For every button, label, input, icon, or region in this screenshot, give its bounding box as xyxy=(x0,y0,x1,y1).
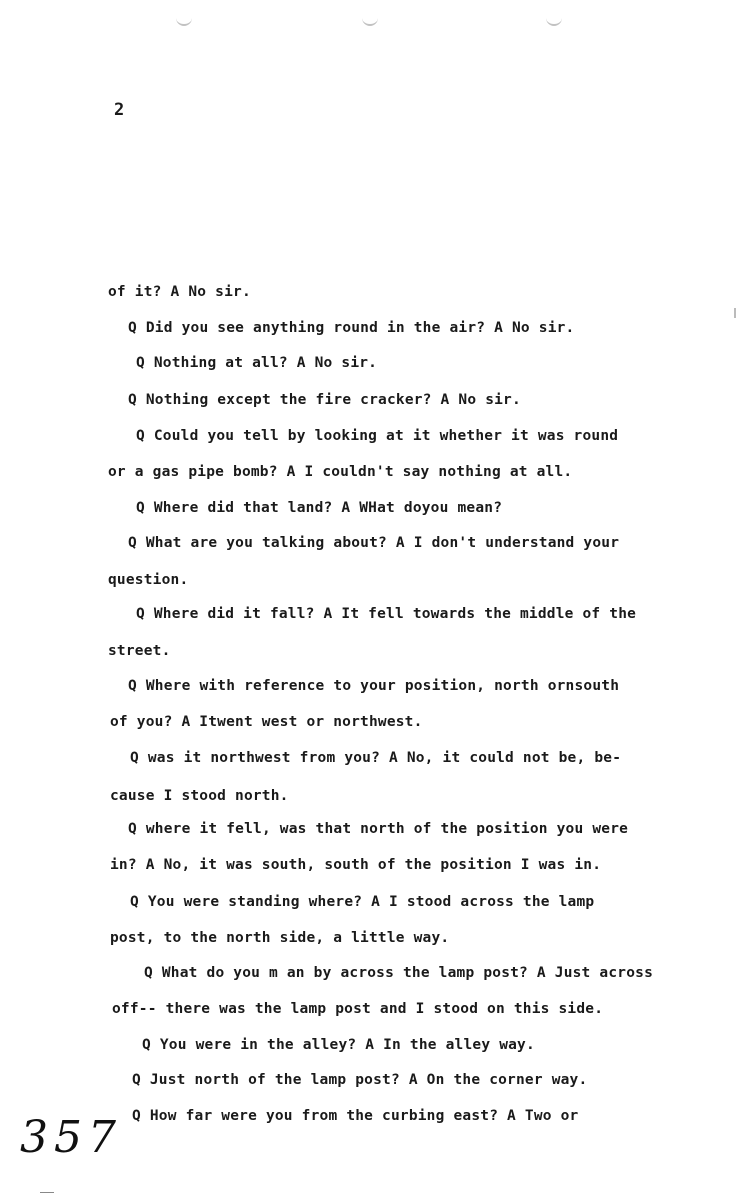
transcript-line: Q Did you see anything round in the air? A No sir. xyxy=(128,320,575,336)
punch-hole-mark xyxy=(546,10,562,26)
transcript-line: Q What are you talking about? A I don't understand your xyxy=(128,535,620,551)
transcript-line: Q Where did that land? A WHat doyou mean? xyxy=(136,500,503,516)
page-number: 2 xyxy=(114,100,125,120)
margin-mark xyxy=(734,308,736,318)
transcript-line: cause I stood north. xyxy=(110,788,289,804)
transcript-line: of it? A No sir. xyxy=(108,284,251,300)
transcript-line: of you? A Itwent west or northwest. xyxy=(110,714,423,730)
transcript-line: Q where it fell, was that north of the position you were xyxy=(128,821,629,837)
transcript-line: Q Where did it fall? A It fell towards the middle of the xyxy=(136,606,637,622)
transcript-line: Q What do you m an by across the lamp post? A Just across xyxy=(144,965,653,981)
margin-mark xyxy=(40,1192,54,1193)
transcript-line: Q How far were you from the curbing east? A Two or xyxy=(132,1108,579,1124)
transcript-line: Q Could you tell by looking at it whether it was round xyxy=(136,428,619,444)
transcript-line: street. xyxy=(108,643,171,659)
transcript-line: question. xyxy=(108,572,189,588)
transcript-line: Q Nothing except the fire cracker? A No sir. xyxy=(128,392,521,408)
transcript-line: off-- there was the lamp post and I stood on this side. xyxy=(112,1001,604,1017)
handwritten-page-number: 357 xyxy=(20,1112,122,1163)
transcript-line: Q Just north of the lamp post? A On the corner way. xyxy=(132,1072,588,1088)
transcript-line: post, to the north side, a little way. xyxy=(110,930,450,946)
transcript-line: Q Nothing at all? A No sir. xyxy=(136,355,378,371)
transcript-line: Q was it northwest from you? A No, it could not be, be- xyxy=(130,750,622,766)
transcript-line: or a gas pipe bomb? A I couldn't say nothing at all. xyxy=(108,464,573,480)
transcript-line: Q You were in the alley? A In the alley way. xyxy=(142,1037,535,1053)
punch-hole-mark xyxy=(362,10,378,26)
transcript-line: in? A No, it was south, south of the position I was in. xyxy=(110,857,602,873)
transcript-line: Q Where with reference to your position, north ornsouth xyxy=(128,678,620,694)
punch-hole-mark xyxy=(176,10,192,26)
transcript-line: Q You were standing where? A I stood across the lamp xyxy=(130,894,595,910)
